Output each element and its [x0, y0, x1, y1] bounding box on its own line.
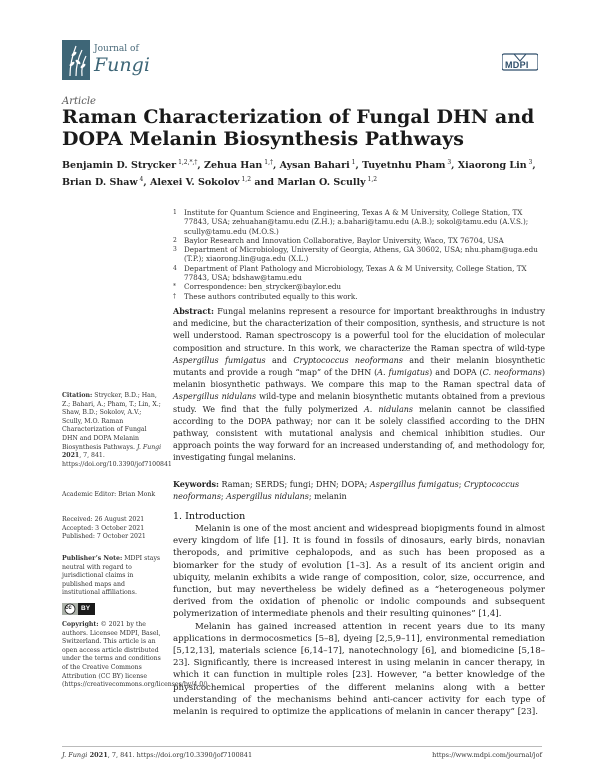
abstract-text: ) and DOPA (	[429, 368, 483, 378]
affiliation-item	[173, 236, 543, 245]
author-name[interactable]: Alexei V. Sokolov	[150, 177, 240, 189]
footer-citation	[62, 751, 252, 759]
abstract-text: ) melanin biosynthetic pathways. We compare this map to the Raman spectral data of	[173, 368, 546, 390]
keyword-species: Aspergillus fumigatus	[369, 480, 459, 489]
abstract-label: Abstract:	[173, 306, 214, 316]
affiliation-marker: †	[173, 292, 176, 300]
keyword-text: ; melanin	[308, 492, 347, 501]
keyword-species: Cryptococcus neoformans	[173, 480, 520, 501]
dates-block	[62, 516, 162, 542]
page-title: Raman Characterization of Fungal DHN and DOPA Melanin Biosynthesis Pathways	[62, 106, 535, 150]
affiliation-marker: 2	[173, 236, 177, 244]
species-name: A. nidulans	[364, 404, 413, 414]
author-affiliation-marker: 1,†	[262, 159, 273, 166]
author-name[interactable]: Xiaorong Lin	[457, 160, 527, 172]
footer-doi-link[interactable]: , 7, 841. https://doi.org/10.3390/jof7100841	[107, 751, 253, 759]
author-separator: and	[251, 177, 278, 189]
affiliation-marker: 4	[173, 264, 177, 272]
fungi-leaf-icon	[62, 40, 90, 80]
affiliation-text: Baylor Research and Innovation Collaborative, Baylor University, Waco, TX 76704, USA	[184, 235, 504, 245]
affiliation-item	[173, 245, 543, 264]
abstract-text: melanin cannot be classified according to the DOPA pathway; nor can it be solely classified according to the DHN pathway, consistent with mutational analysis and chemical inhibition studies. Our approach points the way forward for an increased understanding of, and methodology for, investigating fungal melanins.	[173, 404, 545, 463]
author-affiliation-marker: 3	[445, 159, 452, 166]
publisher-note	[62, 555, 162, 598]
author-affiliation-marker: 4	[137, 176, 144, 184]
footer-journal: J. Fungi	[62, 751, 88, 759]
author-affiliation-marker: 1,2,*,†	[176, 159, 198, 166]
author-affiliation-marker: 1,2	[365, 176, 378, 184]
keywords-label: Keywords:	[173, 479, 220, 489]
abstract-text: Fungal melanins represent a resource for important breakthroughs in industry and medicine, but the characterization of their composition, synthesis, and structure is not well understood. Raman spectroscopy is a powerful tool for the elucidation of molecular composition and structure. In this work, we characterize the Raman spectra of wild-type	[173, 307, 545, 353]
introduction-body	[173, 523, 545, 718]
by-label: BY	[81, 605, 91, 612]
intro-paragraph: Melanin has gained increased attention in recent years due to its many applications in dermocosmetics [5–8], dyeing [2,5,9–11], environmental remediation [5,12,13], materials science [6,14–17], nanotechnology [6], and biomedicine [5,18–23]. Significantly, there is increased interest in using melanin in cancer therapy, in which it can function in multiple roles [23]. However, “a better knowledge of the physicochemical properties of the different melanins along with a better understanding of the mechanisms behind anti-cancer activity for each type of melanin is required to optimize the applications of melanin in cancer therapy” [23].	[173, 621, 545, 718]
citation-block	[62, 392, 172, 469]
affiliation-item	[173, 208, 543, 236]
affiliation-item	[173, 282, 543, 291]
keyword-text: ;	[458, 480, 464, 489]
keyword-species: Aspergillus nidulans	[226, 492, 309, 501]
author-separator: ,	[143, 177, 150, 189]
abstract-text: wild-type and melanin biosynthetic mutants obtained from a previous study. We find that the fully polymerized	[173, 392, 546, 414]
author-separator: ,	[197, 160, 205, 172]
author-separator: ,	[355, 160, 363, 172]
affiliation-text: Department of Microbiology, University of Georgia, Athens, GA 30602, USA; nhu.pham@uga.edu (T.P.); xiaorong.lin@uga.edu (X.L.)	[184, 245, 538, 264]
citation-label: Citation:	[62, 392, 93, 399]
copyright-text: © 2021 by the authors. Licensee MDPI, Basel, Switzerland. This article is an open access article distributed under the terms and conditions of the Creative Commons Attribution (CC BY) license (https://creativecommons.org/licenses/by/4.0/).	[62, 621, 210, 689]
author-affiliation-marker: 1,2	[239, 176, 252, 184]
keywords	[173, 478, 545, 503]
affiliation-marker: *	[173, 283, 176, 291]
author-name[interactable]: Benjamin D. Strycker	[62, 160, 177, 172]
published-date: Published: 7 October 2021	[62, 533, 146, 541]
affiliation-item	[173, 292, 543, 301]
publisher-logo[interactable]	[502, 52, 538, 72]
species-name: Cryptococcus neoformans	[293, 355, 403, 365]
author-name[interactable]: Tuyetnhu Pham	[362, 160, 446, 172]
author-separator: ,	[451, 160, 458, 172]
publisher-name: MDPI	[505, 60, 529, 70]
citation-text: Strycker, B.D.; Han, Z.; Bahari, A.; Pham, T.; Lin, X.; Shaw, B.D.; Sokolov, A.V.; Scully, M.O. Raman Characterization of Fungal DHN and DOPA Melanin Biosynthesis Pathways.	[62, 392, 161, 451]
author-name[interactable]: Marlan O. Scully	[277, 177, 366, 189]
affiliation-text: These authors contributed equally to this work.	[184, 291, 358, 301]
affiliation-text: Department of Plant Pathology and Microbiology, Texas A & M University, College Station, TX 77843, USA; bdshaw@tamu.edu	[184, 263, 527, 283]
author-name[interactable]: Aysan Bahari	[279, 160, 350, 172]
citation-doi-link[interactable]: , 7, 841. https://doi.org/10.3390/jof7100841	[62, 452, 172, 468]
citation-year: 2021	[62, 452, 80, 460]
keyword-text: ;	[220, 492, 227, 501]
copyright-label: Copyright:	[62, 621, 99, 628]
journal-name-prefix: Journal of	[94, 44, 139, 54]
academic-editor: Academic Editor: Brian Monk	[62, 491, 156, 498]
section-heading: 1. Introduction	[173, 511, 246, 522]
author-separator: ,	[272, 160, 280, 172]
received-date: Received: 26 August 2021	[62, 516, 145, 523]
footer-journal-link[interactable]: https://www.mdpi.com/journal/jof	[432, 751, 542, 759]
affiliation-list	[173, 208, 543, 301]
accepted-date: Accepted: 3 October 2021	[62, 524, 145, 532]
affiliation-marker: 3	[173, 246, 177, 254]
abstract-text: and their melanin biosynthetic mutants and provide a rough “map” of the DHN (	[173, 355, 546, 378]
footer-divider	[62, 746, 542, 747]
article-type: Article	[62, 96, 96, 107]
author-affiliation-marker: 3	[526, 159, 533, 166]
journal-name: Fungi	[94, 54, 150, 76]
cc-label: cc	[65, 605, 72, 611]
species-name: Aspergillus fumigatus	[173, 355, 266, 365]
affiliation-text: Correspondence: ben_strycker@baylor.edu	[184, 282, 342, 292]
affiliation-marker: 1	[173, 209, 177, 216]
author-list	[62, 156, 540, 190]
abstract	[173, 305, 545, 465]
journal-logo[interactable]	[62, 40, 167, 82]
author-affiliation-marker: 1	[349, 159, 356, 166]
affiliation-text: Institute for Quantum Science and Engineering, Texas A & M University, College Station, TX 77843, USA; zehuahan@tamu.edu (Z.H.); a.bahari@tamu.edu (A.B.); sokol@tamu.edu (A.V.S.); scully@tamu.edu (M.O.S.)	[184, 208, 529, 236]
species-name: C. neoformans	[482, 368, 542, 378]
footer-year: 2021	[87, 751, 108, 759]
species-name: Aspergillus nidulans	[173, 392, 257, 402]
abstract-text: and	[265, 355, 294, 365]
cc-by-badge[interactable]	[62, 603, 95, 615]
affiliation-item	[173, 264, 543, 283]
author-name[interactable]: Brian D. Shaw	[62, 177, 138, 189]
citation-journal: J. Fungi	[136, 443, 162, 451]
intro-paragraph: Melanin is one of the most ancient and widespread biopigments found in almost every kingdom of life [1]. It is found in fossils of dinosaurs, early birds, nonavian theropods, and primitive cephalopods, and as such has been proposed as a biomarker for the study of evolution [1–3]. As a result of its ancient origin and ubiquity, melanin exhibits a wide range of composition, color, size, occurrence, and function, but may nevertheless be widely defined as a “heterogeneous polymer derived from the oxidation of phenolic or indolic compounds and subsequent polymerization of intermediate phenols and their resulting quinones” [1,4].	[173, 524, 545, 620]
copyright-block	[62, 621, 210, 690]
species-name: A. fumigatus	[377, 368, 430, 378]
author-separator: ,	[532, 160, 536, 172]
publisher-note-text: MDPI stays neutral with regard to jurisdictional claims in published maps and institutional affiliations.	[62, 555, 161, 597]
author-name[interactable]: Zehua Han	[204, 160, 263, 172]
publisher-note-label: Publisher’s Note:	[62, 555, 123, 562]
keyword-text: Raman; SERDS; fungi; DHN; DOPA;	[219, 480, 370, 489]
